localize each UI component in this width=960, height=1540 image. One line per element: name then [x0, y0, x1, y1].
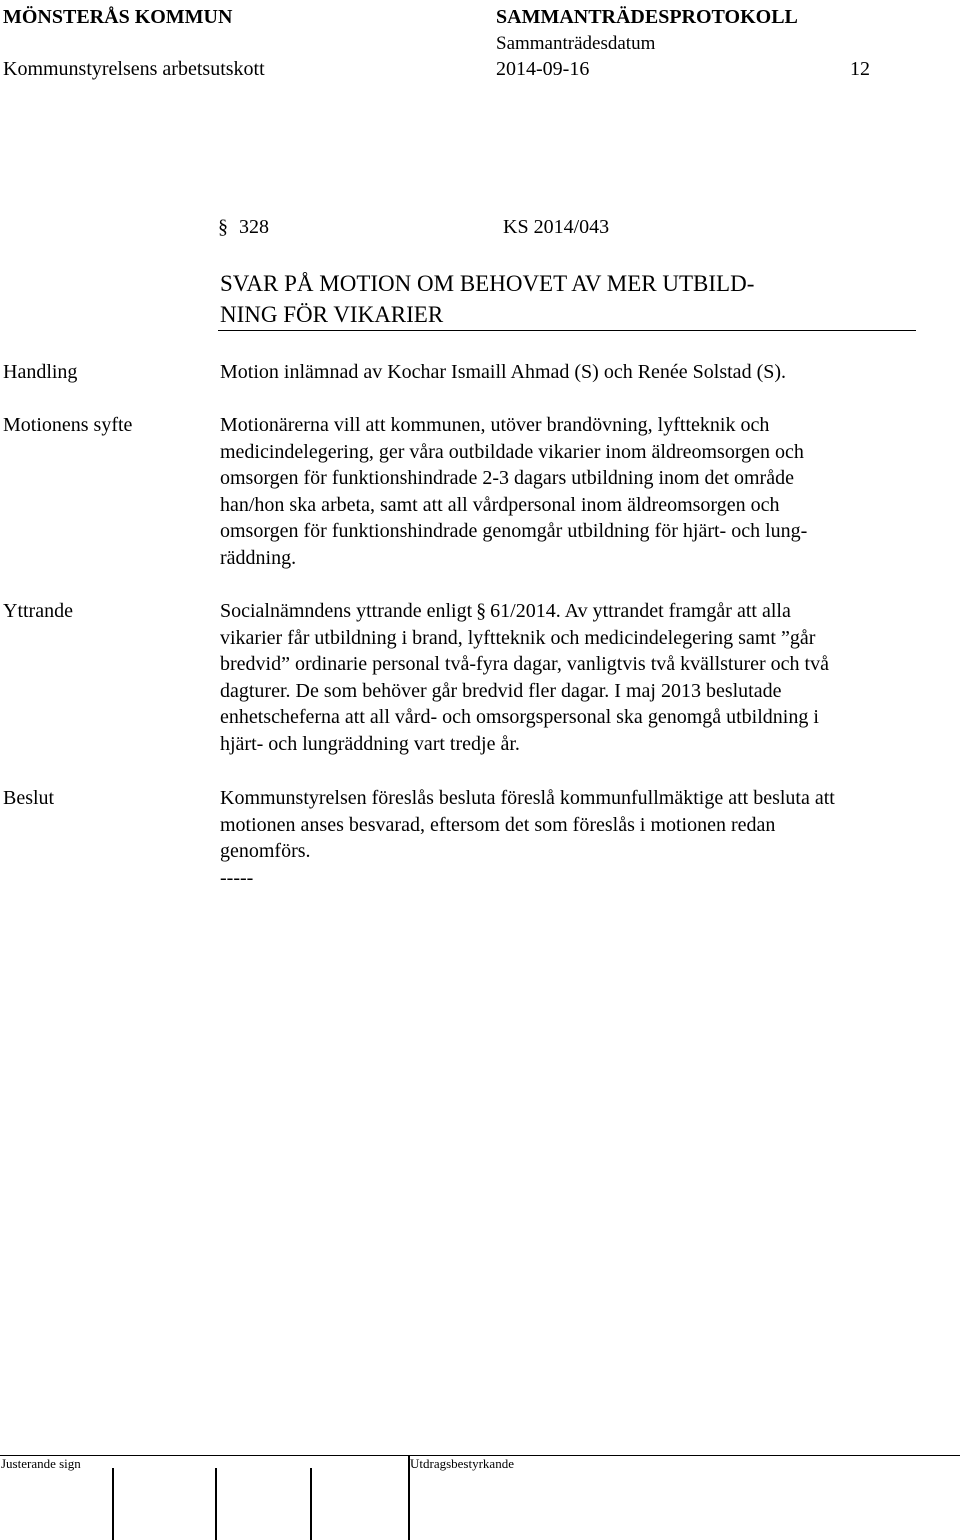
committee-name: Kommunstyrelsens arbetsutskott [3, 58, 265, 80]
section-symbol: § [218, 216, 228, 238]
text-line: Motionärerna vill att kommunen, utöver brandövning, lyftteknik och [220, 414, 770, 436]
text-line: omsorgen för funktionshindrade genomgår utbildning för hjärt- och lung- [220, 520, 808, 543]
signature-box-divider [112, 1468, 114, 1540]
text-line: medicindelegering, ger våra outbildade vikarier inom äldreomsorgen och [220, 440, 804, 463]
label-handling: Handling [3, 361, 78, 383]
text-line: ----- [220, 866, 254, 889]
text-line: genomförs. [220, 840, 311, 863]
motion-purpose-text [220, 412, 940, 572]
text-line: bredvid” ordinarie personal två-fyra dagar, vanligtvis två kvällsturer och två [220, 653, 829, 676]
text-line: vikarier får utbildning i brand, lyftteknik och medicindelegering samt ”går [220, 626, 816, 649]
text-line [220, 598, 940, 625]
date-label: Sammanträdesdatum [496, 33, 656, 54]
text-line: enhetscheferna att all vård- och omsorgspersonal ska genomgå utbildning i [220, 706, 819, 729]
text-line: räddning. [220, 546, 297, 569]
title-underline [218, 330, 916, 331]
municipality-name: MÖNSTERÅS KOMMUN [3, 6, 233, 28]
handling-text [220, 359, 940, 386]
text-line: Kommunstyrelsen föreslås besluta föreslå kommunfullmäktige att besluta att [220, 787, 835, 809]
section-number: 328 [239, 216, 269, 238]
signature-box-divider [310, 1468, 312, 1540]
footer-signature-label: Justerande sign [1, 1456, 81, 1471]
paragraph-symbol: § [476, 600, 487, 622]
page-number: 12 [850, 58, 870, 80]
statement-ref-post: 61/2014. Av yttrandet framgår att alla [490, 600, 791, 622]
signature-box-divider [408, 1456, 410, 1540]
label-statement: Yttrande [3, 600, 73, 622]
document-type: SAMMANTRÄDESPROTOKOLL [496, 6, 798, 28]
meeting-date: 2014-09-16 [496, 58, 590, 80]
statement-text [220, 598, 940, 758]
label-decision: Beslut [3, 787, 55, 809]
signature-box-divider [215, 1468, 217, 1540]
text-line: motionen anses besvarad, eftersom det som föreslås i motionen redan [220, 813, 776, 836]
section-title [220, 268, 754, 330]
label-motion-purpose: Motionens syfte [3, 414, 133, 436]
text-line: han/hon ska arbeta, samt att all vårdpersonal inom äldreomsorgen och [220, 493, 780, 516]
footer-certification-label: Utdragsbestyrkande [410, 1456, 514, 1471]
text-line: Motion inlämnad av Kochar Ismaill Ahmad (S) och Renée Solstad (S). [220, 361, 787, 383]
decision-text [220, 785, 940, 891]
section-number-line [218, 214, 269, 240]
text-line: dagturer. De som behöver går bredvid fler dagar. I maj 2013 beslutade [220, 679, 782, 702]
text-line: hjärt- och lungräddning vart tredje år. [220, 732, 520, 755]
case-number: KS 2014/043 [503, 216, 610, 238]
statement-ref-pre: Socialnämndens yttrande enligt [220, 600, 473, 622]
title-line: SVAR PÅ MOTION OM BEHOVET AV MER UTBILD- [220, 271, 755, 296]
text-line: omsorgen för funktionshindrade 2-3 dagars utbildning inom det område [220, 467, 794, 490]
title-line: NING FÖR VIKARIER [220, 302, 444, 327]
